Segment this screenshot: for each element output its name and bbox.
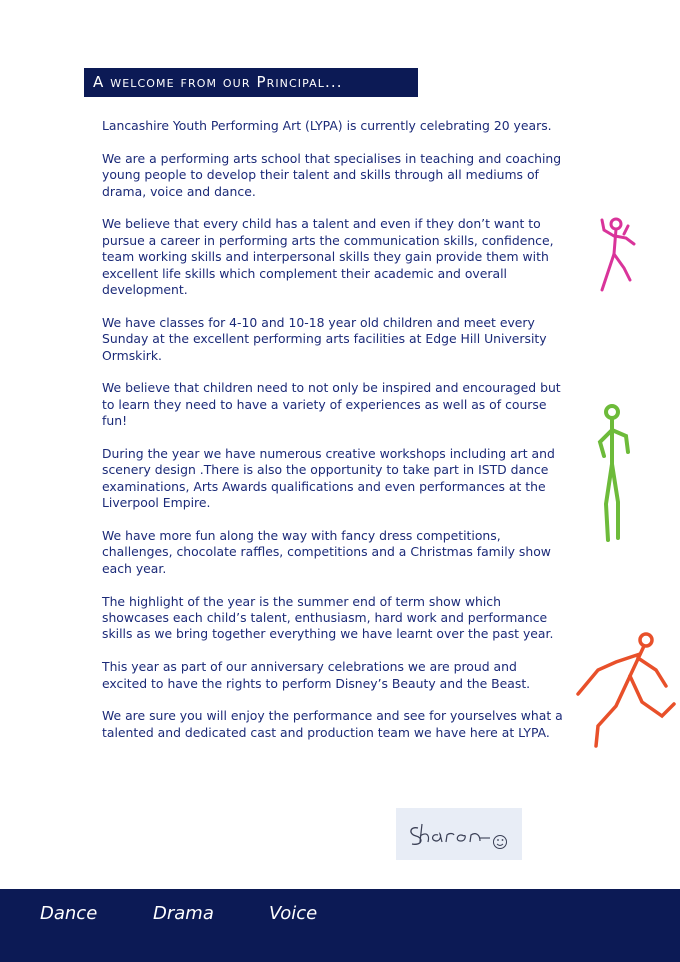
paragraph: We believe that children need to not only be inspired and encouraged but to learn they need to have a variety of experiences as well as of course fun! [102,380,561,429]
signature-image [396,808,522,860]
principal-signature [396,808,522,860]
footer-item-dance: Dance [40,903,98,924]
paragraph: We are sure you will enjoy the performance and see for yourselves what a talented and dedicated cast and production team we have here at LYPA. [102,708,563,740]
paragraph: We believe that every child has a talent and even if they don’t want to pursue a career in performing arts the communication skills, confidence, team working skills and interpersonal skills they gain provide them with excellent life skills which complement their academic and overall development. [102,216,554,298]
paragraph: We have classes for 4-10 and 10-18 year old children and meet every Sunday at the excellent performing arts facilities at Edge Hill University Ormskirk. [102,314,547,363]
welcome-letter [102,118,564,758]
paragraph: We have more fun along the way with fancy dress competitions, challenges, chocolate raffles, competitions and a Christmas family show each year. [102,528,551,576]
page-title: A welcome from our Principal... [84,68,418,97]
footer-bar [0,889,680,962]
dancer-figure-pink [594,214,642,296]
paragraph: During the year we have numerous creative workshops including art and scenery design .There is also the opportunity to take part in ISTD dance examinations, Arts Awards qualifications and even performances at the Liverpool Empire. [102,446,555,511]
paragraph: The highlight of the year is the summer end of term show which showcases each child’s talent, enthusiasm, hard work and performance skills as we bring together everything we have learnt over the past year. [102,593,554,642]
dancer-figure-green [588,394,652,546]
paragraph: This year as part of our anniversary celebrations we are proud and excited to have the rights to perform Disney’s Beauty and the Beast. [102,659,531,691]
paragraph: We are a performing arts school that specialises in teaching and coaching young people to develop their talent and skills through all mediums of drama, voice and dance. [102,150,562,199]
footer-item-voice: Voice [269,903,318,924]
dancer-figure-orange [570,628,680,752]
footer-item-drama: Drama [153,903,214,924]
paragraph: Lancashire Youth Performing Art (LYPA) is currently celebrating 20 years. [102,118,552,133]
